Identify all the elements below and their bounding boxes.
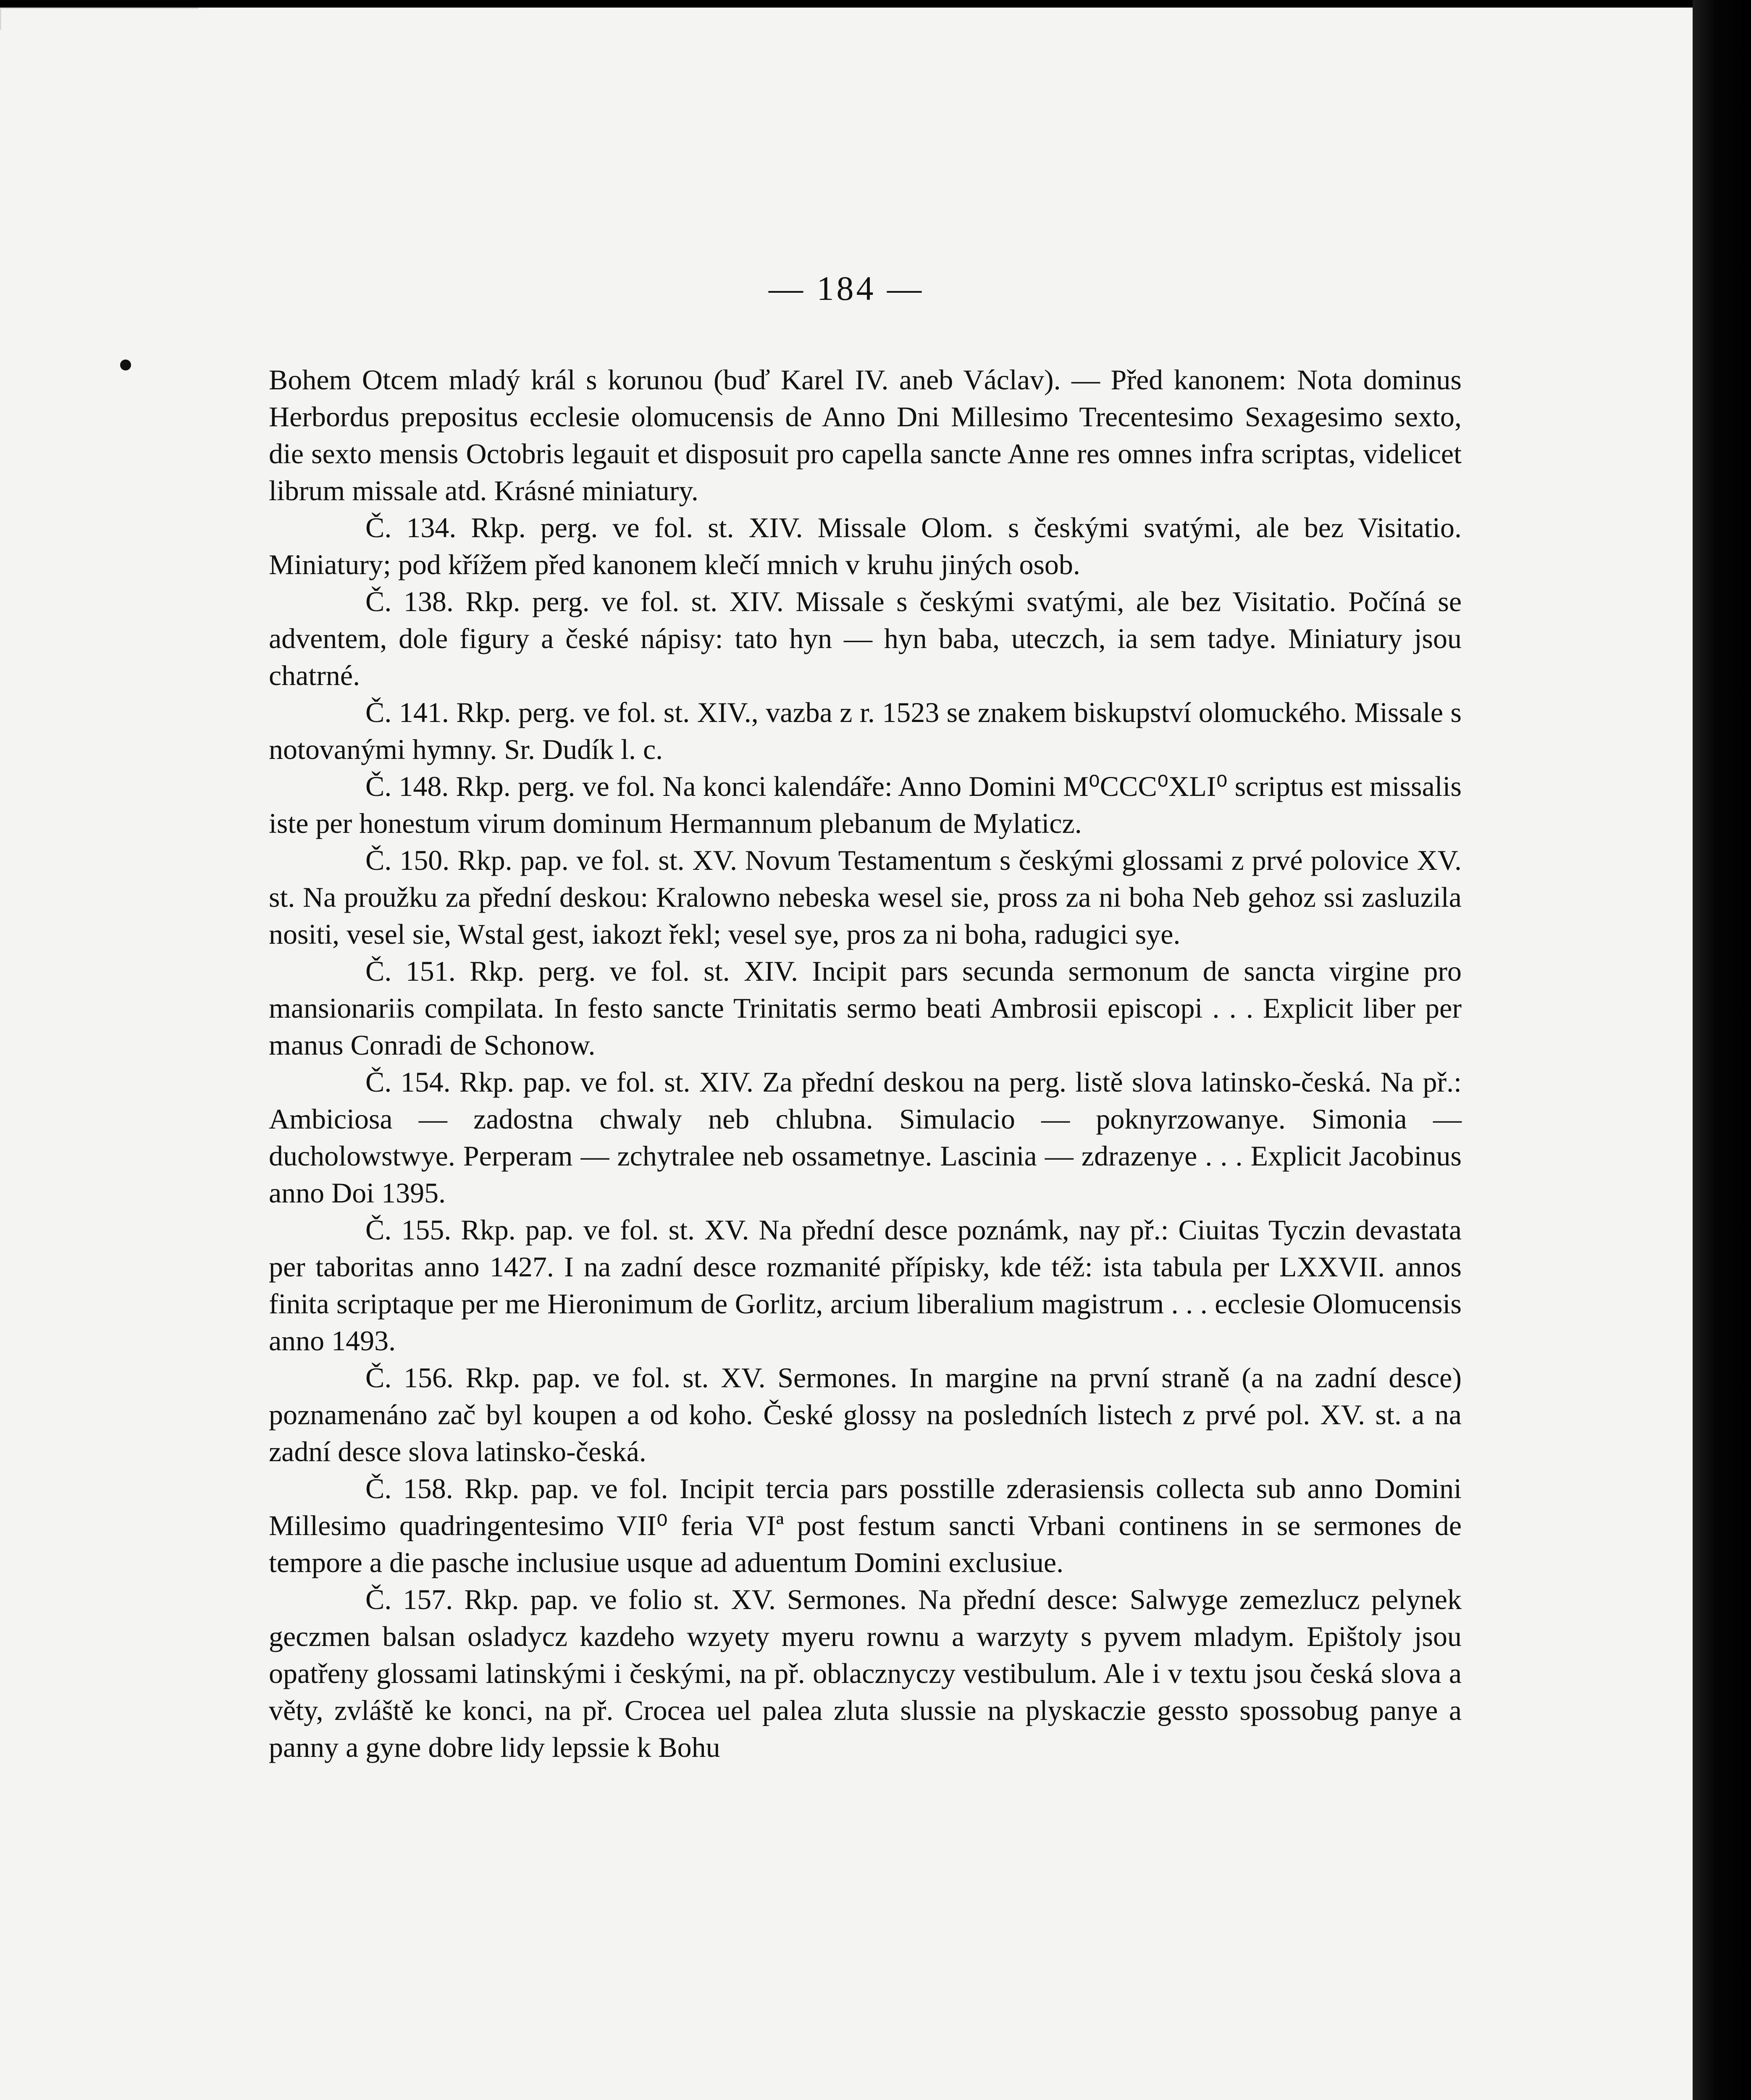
paragraph: Č. 138. Rkp. perg. ve fol. st. XIV. Missale s českými svatými, ale bez Visitatio. Počíná se adventem, dole figury a české nápisy: tato hyn — hyn baba, uteczch, ia sem tadye. Miniatury jsou chatrné. — [269, 585, 1462, 691]
paragraph: Bohem Otcem mladý král s korunou (buď Karel IV. aneb Václav). — Před kanonem: Nota dominus Herbordus prepositus ecclesie olomucensis de Anno Dni Millesimo Trecentesimo Sexagesimo sexto, die sexto mensis Octobris legauit et disposuit pro capella sancte Anne res omnes infra scriptas, videlicet librum missale atd. Krásné miniatury. — [269, 364, 1462, 507]
paragraph: Č. 154. Rkp. pap. ve fol. st. XIV. Za přední deskou na perg. listě slova latinsko-česká. Na př.: Ambiciosa — zadostna chwaly neb chlubna. Simulacio — poknyrzowanye. Simonia — ducholowstwye. Perperam — zchytralee neb ossametnye. Lascinia — zdrazenye . . . Explicit Jacobinus anno Doi 1395. — [269, 1066, 1462, 1209]
paragraph: Č. 157. Rkp. pap. ve folio st. XV. Sermones. Na přední desce: Salwyge zemezlucz pelynek geczmen balsan osladycz kazdeho wzyety myeru rownu a warzyty s pyvem mladym. Epištoly jsou opatřeny glossami latinskými i českými, na př. oblacznyczy vestibulum. Ale i v textu jsou česká slova a věty, zvláště ke konci, na př. Crocea uel palea zluta slussie na plyskaczie gessto spossobug panye a panny a gyne dobre lidy lepssie k Bohu — [269, 1583, 1462, 1763]
paragraph: Č. 151. Rkp. perg. ve fol. st. XIV. Incipit pars secunda sermonum de sancta virgine pro mansionariis compilata. In festo sancte Trinitatis sermo beati Ambrosii episcopi . . . Explicit liber per manus Conradi de Schonow. — [269, 955, 1462, 1061]
paragraph: Č. 156. Rkp. pap. ve fol. st. XV. Sermones. In margine na první straně (a na zadní desce) poznamenáno zač byl koupen a od koho. České glossy na posledních listech z prvé pol. XV. st. a na zadní desce slova latinsko-česká. — [269, 1362, 1462, 1467]
margin-dot — [120, 360, 131, 370]
corner-mark — [0, 8, 199, 30]
paragraph: Č. 155. Rkp. pap. ve fol. st. XV. Na přední desce poznámk, nay př.: Ciuitas Tyczin devastata per taboritas anno 1427. I na zadní desce rozmanité přípisky, kde též: ista tabula per LXXVII. annos finita scriptaque per me Hieronimum de Gorlitz, arcium liberalium magistrum . . . ecclesie Olomucensis anno 1493. — [269, 1214, 1462, 1357]
body-text — [269, 361, 1462, 1766]
paragraph: Č. 141. Rkp. perg. ve fol. st. XIV., vazba z r. 1523 se znakem biskupství olomuckého. Missale s notovanými hymny. Sr. Dudík l. c. — [269, 696, 1462, 765]
paragraph: Č. 134. Rkp. perg. ve fol. st. XIV. Missale Olom. s českými svatými, ale bez Visitatio. Miniatury; pod křížem před kanonem klečí mnich v kruhu jiných osob. — [269, 512, 1462, 580]
page-number: — 184 — — [769, 269, 924, 307]
paragraph: Č. 148. Rkp. perg. ve fol. Na konci kalendáře: Anno Domini M⁰CCC⁰XLI⁰ scriptus est missalis iste per honestum virum dominum Hermannum plebanum de Mylaticz. — [269, 770, 1462, 839]
paragraph: Č. 158. Rkp. pap. ve fol. Incipit tercia pars posstille zderasiensis collecta sub anno Domini Millesimo quadringentesimo VII⁰ feria VIª post festum sancti Vrbani continens in se sermones de tempore a die pasche inclusiue usque ad aduentum Domini exclusiue. — [269, 1473, 1462, 1578]
paragraph: Č. 150. Rkp. pap. ve fol. st. XV. Novum Testamentum s českými glossami z prvé polovice XV. st. Na proužku za přední deskou: Kralowno nebeska wesel sie, pross za ni boha Neb gehoz ssi zasluzila nositi, vesel sie, Wstal gest, iakozt řekl; vesel sye, pros za ni boha, radugici sye. — [269, 844, 1462, 950]
scan-edge-right — [1693, 0, 1751, 2100]
